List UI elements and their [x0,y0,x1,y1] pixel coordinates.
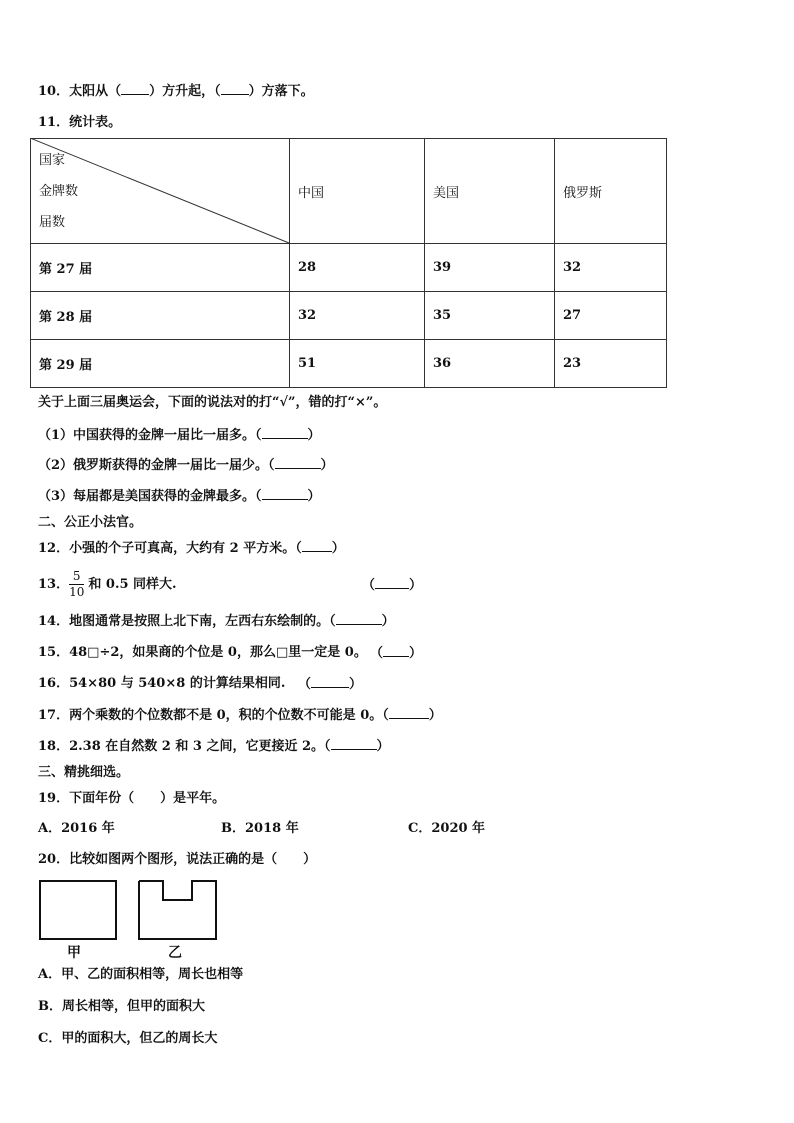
table-cell: 28 [290,244,425,292]
answer-blank[interactable] [311,676,349,688]
answer-blank[interactable] [262,488,308,500]
option-b[interactable]: B．2018 年 [221,821,299,836]
question-16-answer: （ ） [298,677,363,692]
question-11-item-2: （2）俄罗斯获得的金牌一届比一届少。（ ） [38,458,334,473]
question-12: 12．小强的个子可真高，大约有 2 平方米。（ ） [38,541,345,556]
option-a[interactable]: A．甲、乙的面积相等，周长也相等 [38,967,244,982]
table-cell: 32 [555,244,667,292]
question-13: 13． $\frac{5}{10}$ 和 0.5 同样大. [38,569,177,599]
table-row [31,292,667,340]
country-header: 美国 [425,139,555,244]
figure-label-jia: 甲 [67,945,81,961]
country-header: 俄罗斯 [555,139,667,244]
table-cell: 32 [290,292,425,340]
question-15: 15．48□÷2，如果商的个位是 0，那么□里一定是 0。 [38,645,367,660]
table-cell: 23 [555,340,667,388]
option-c[interactable]: C．甲的面积大，但乙的周长大 [38,1031,218,1046]
table-cell: 35 [425,292,555,340]
table-row [31,340,667,388]
question-18: 18．2.38 在自然数 2 和 3 之间，它更接近 2。（ ） [38,739,390,754]
table-cell: 36 [425,340,555,388]
table-row [31,244,667,292]
question-16: 16．54×80 与 540×8 的计算结果相同. [38,676,286,691]
table-cell: 39 [425,244,555,292]
country-header: 中国 [290,139,425,244]
option-a[interactable]: A．2016 年 [38,821,115,836]
question-11-item-1: （1）中国获得的金牌一届比一届多。（ ） [38,428,321,443]
diagonal-header-cell: 国家 金牌数 届数 [31,139,290,244]
row-label: 第 28 届 [31,292,290,340]
section-3-heading: 三、精挑细选。 [38,765,130,780]
row-label: 第 29 届 [31,340,290,388]
question-10: 10．太阳从（ ）方升起，（ ）方落下。 [38,84,314,99]
question-13-answer: （ ） [362,578,423,593]
shape-figures [38,878,228,944]
question-11-intro: 关于上面三届奥运会，下面的说法对的打“√”，错的打“×”。 [38,395,387,410]
answer-blank[interactable] [121,83,149,95]
question-20: 20．比较如图两个图形，说法正确的是（ ） [38,852,317,867]
table-cell: 51 [290,340,425,388]
table-cell: 27 [555,292,667,340]
answer-blank[interactable] [275,457,321,469]
question-19-options [38,821,538,837]
answer-blank[interactable] [302,540,332,552]
option-c[interactable]: C．2020 年 [408,821,486,836]
answer-blank[interactable] [331,738,377,750]
question-17: 17．两个乘数的个位数都不是 0，积的个位数不可能是 0。（ ） [38,708,442,723]
question-15-answer: （ ） [370,646,423,661]
fraction: $\frac{5}{10}$ [69,569,85,599]
question-11-item-3: （3）每届都是美国获得的金牌最多。（ ） [38,489,321,504]
answer-blank[interactable] [389,707,429,719]
question-14: 14．地图通常是按照上北下南，左西右东绘制的。（ ） [38,614,395,629]
question-11-title: 11．统计表。 [38,115,122,130]
answer-blank[interactable] [336,613,382,625]
section-2-heading: 二、公正小法官。 [38,515,143,530]
question-19: 19．下面年份（ ）是平年。 [38,791,226,806]
answer-blank[interactable] [383,645,409,657]
shape-yi [139,881,216,939]
diagonal-line [30,138,290,244]
shape-jia [40,881,116,939]
option-b[interactable]: B．周长相等，但甲的面积大 [38,999,205,1014]
figure-label-yi: 乙 [168,945,182,961]
answer-blank[interactable] [262,427,308,439]
answer-blank[interactable] [375,577,409,589]
row-label: 第 27 届 [31,244,290,292]
answer-blank[interactable] [221,83,249,95]
